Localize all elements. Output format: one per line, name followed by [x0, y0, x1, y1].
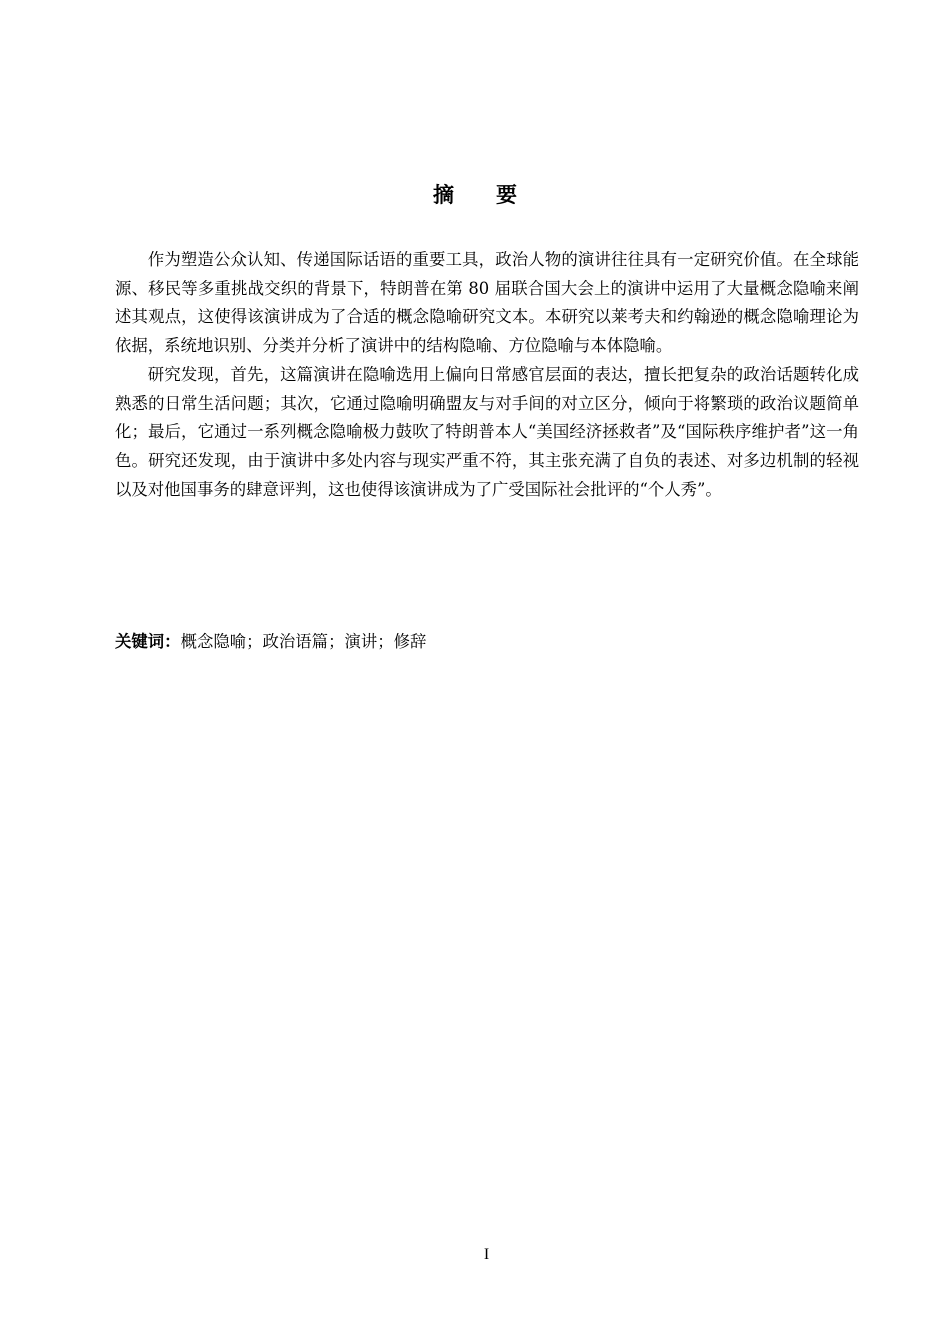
abstract-paragraph-2: 研究发现，首先，这篇演讲在隐喻选用上偏向日常感官层面的表达，擅长把复杂的政治话题转化成熟悉的日常生活问题；其次，它通过隐喻明确盟友与对手间的对立区分，倾向于将繁琐的政治议题简单化；最后，它通过一系列概念隐喻极力鼓吹了特朗普本人“美国经济拯救者”及“国际秩序维护者”这一角色。研究还发现，由于演讲中多处内容与现实严重不符，其主张充满了自负的表述、对多边机制的轻视以及对他国事务的肆意评判，这也使得该演讲成为了广受国际社会批评的“个人秀”。	[115, 364, 859, 499]
abstract-title: 摘 要	[433, 183, 517, 207]
abstract-body	[115, 246, 859, 504]
keywords-label: 关键词：	[115, 632, 181, 651]
abstract-paragraph-1: 作为塑造公众认知、传递国际话语的重要工具，政治人物的演讲往往具有一定研究价值。在全球能源、移民等多重挑战交织的背景下，特朗普在第 80 届联合国大会上的演讲中运用了大量概念隐喻来阐述其观点，这使得该演讲成为了合适的概念隐喻研究文本。本研究以莱考夫和约翰逊的概念隐喻理论为依据，系统地识别、分类并分析了演讲中的结构隐喻、方位隐喻与本体隐喻。	[115, 250, 859, 356]
page-number: I	[483, 1246, 490, 1263]
keywords-line	[115, 628, 859, 656]
keywords-list: 概念隐喻；政治语篇；演讲；修辞	[180, 632, 427, 651]
